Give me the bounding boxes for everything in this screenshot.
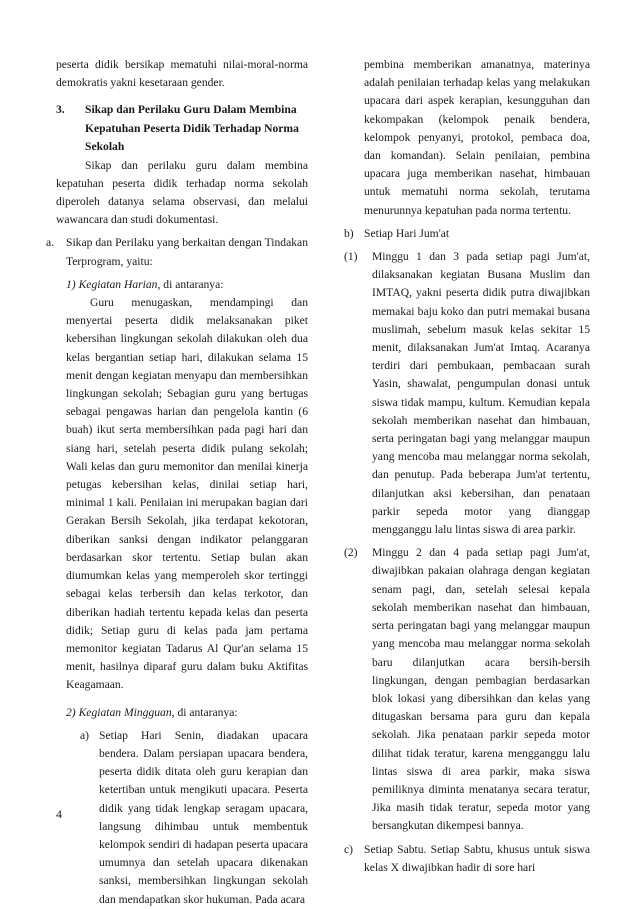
page-number: 4 [56,807,62,821]
section-heading [56,101,308,156]
kegiatan-mingguan-marker: 2) [66,705,76,719]
kegiatan-mingguan-suffix: , di antaranya: [171,705,238,719]
left-column [46,56,308,909]
sabtu-marker: c) [344,842,354,856]
sabtu-text: Setiap Sabtu. Setiap Sabtu, khusus untuk siswa kelas X diwajibkan hadir di sore hari [364,842,590,874]
minggu-2-4-item [344,544,590,835]
section-number: 3. [56,103,65,117]
minggu-2-4-marker: (2) [344,546,358,560]
right-column [344,56,590,877]
list-item-a-text: Sikap dan Perilaku yang berkaitan dengan Tindakan Terprogram, yaitu: [66,236,308,268]
list-marker-a: a. [46,236,55,250]
minggu-1-3-marker: (1) [344,250,358,264]
senin-text: Setiap Hari Senin, diadakan upacara bendera. Dalam persiapan upacara bendera, peserta didik ditata oleh guru kerapian dan ketertiban untuk mengikuti upacara. Peserta didik yang tidak lengkap seragam upacara, langsung dihimbau untuk membentuk kelompok sendiri di hadapan peserta upacara umumnya dan setelah upacara dikenakan sanksi, membersihkan lingkungan sekolah dan mendapatkan skor hukuman. Pada acara [99,728,308,906]
minggu-2-4-text: Minggu 2 dan 4 pada setiap pagi Jum'at, diwajibkan pakaian olahraga dengan kegiatan senam pagi, dan, setelah selesai kepala sekolah memberikan nasehat dan himbauan, serta peringatan bagi yang melanggar maupun yang mencoba mau melanggar norma sekolah baru dilanjutkan acara bersih-bersih lingkungan, dengan pembagian berdasarkan blok lokasi yang dibersihkan dan kelas yang ditugaskan bersama para guru dan kepala sekolah. Jika penataan parkir sepeda motor dilihat tidak teratur, karena mengganggu lalu lintas siswa di area parkir, maka siswa pemiliknya diminta menatanya secara teratur, Jika masih tidak teratur, sepeda motor yang bersangkutan dikempesi bannya. [372,546,590,833]
kegiatan-harian-suffix: , di antaranya: [157,277,224,291]
kegiatan-harian-marker: 1) [66,277,76,291]
intro-paragraph: peserta didik bersikap mematuhi nilai-moral-norma demokratis yakni kesetaraan gender. [56,58,308,90]
list-item-a [46,234,308,270]
jumat-text: Setiap Hari Jum'at [364,226,450,240]
kegiatan-harian-title: Kegiatan Harian [78,277,158,291]
section-paragraph: Sikap dan perilaku guru dalam membina kepatuhan peserta didik terhadap norma sekolah diperoleh datanya selama observasi, dan melalui wawancara dan studi dokumentasi. [56,158,308,227]
kegiatan-harian-heading [56,276,308,294]
minggu-1-3-text: Minggu 1 dan 3 pada setiap pagi Jum'at, dilaksanakan kegiatan Busana Muslim dan IMTAQ, yakni peserta didik putra diwajibkan memakai baju koko dan putri memakai busana muslimah, sebelum masuk kelas sekitar 15 menit, dilaksanakan Jum'at Imtaq. Acaranya terdiri dari pembukaan, pembacaan surah Yasin, shawalat, pengumpulan donasi untuk siswa tidak mampu, kultum. Kemudian kepala sekolah memberikan nasehat dan himbauan, serta peringatan bagi yang melanggar maupun yang mencoba mau melanggar norma sekolah, dan penutup. Pada beberapa Jum'at tertentu, dilanjutkan aksi kebersihan, dan penataan parkir sepeda motor yang dianggap mengganggu lalu lintas siswa di area parkir. [372,250,590,537]
senin-marker: a) [80,728,90,742]
sabtu-item [344,841,590,877]
kegiatan-mingguan-heading [56,704,308,722]
minggu-1-3-item [344,248,590,539]
section-title: Sikap dan Perilaku Guru Dalam Membina Kepatuhan Peserta Didik Terhadap Norma Sekolah [85,103,299,154]
kegiatan-harian-paragraph: Guru menugaskan, mendampingi dan menyertai peserta didik melaksanakan piket kebersihan lingkungan sekolah dilakukan oleh dua kelas bergantian setiap hari, dilakukan selama 15 menit dengan kegiatan menyapu dan membersihkan lingkungan sekolah; Sebagian guru yang bertugas sebagai pengawas harian dan pengelola kantin (6 buah) ikut serta membersihkan pada pagi hari dan siang hari, setelah peserta didik pulang sekolah; Wali kelas dan guru memonitor dan menilai kinerja petugas kebersihan kelas, dinilai setiap hari, minimal 1 kali. Penilaian ini merupakan bagian dari Gerakan Bersih Sekolah, jika terdapat kekotoran, diberikan sanksi dengan indikator pelanggaran berdasarkan skor tertentu. Setiap bulan akan diumumkan kelas yang memperoleh skor tertinggi sebagai kelas terbersih dan kelas terkotor, dan diberikan hadiah tertentu kepada kelas dan peserta didik; Setiap guru di kelas pada jam pertama memonitor kegiatan Tadarus Al Qur'an selama 15 menit, hasilnya diparaf guru dalam buku Aktifitas Keagamaan. [66,296,308,692]
senin-item [56,727,308,909]
senin-continuation: pembina memberikan amanatnya, materinya adalah penilaian terhadap kelas yang melakukan upacara dari aspek kerapian, kesungguhan dan kekompakan (kelompok penaik bendera, kelompok penyanyi, protokol, pembaca doa, dan komandan). Selain penilaian, pembina upacara juga memberikan nasehat, himbauan untuk mematuhi norma sekolah, terutama menurunnya kepatuhan pada norma tertentu. [364,58,590,217]
jumat-marker: b) [344,226,354,240]
jumat-item [344,225,590,243]
kegiatan-mingguan-title: Kegiatan Mingguan [78,705,172,719]
